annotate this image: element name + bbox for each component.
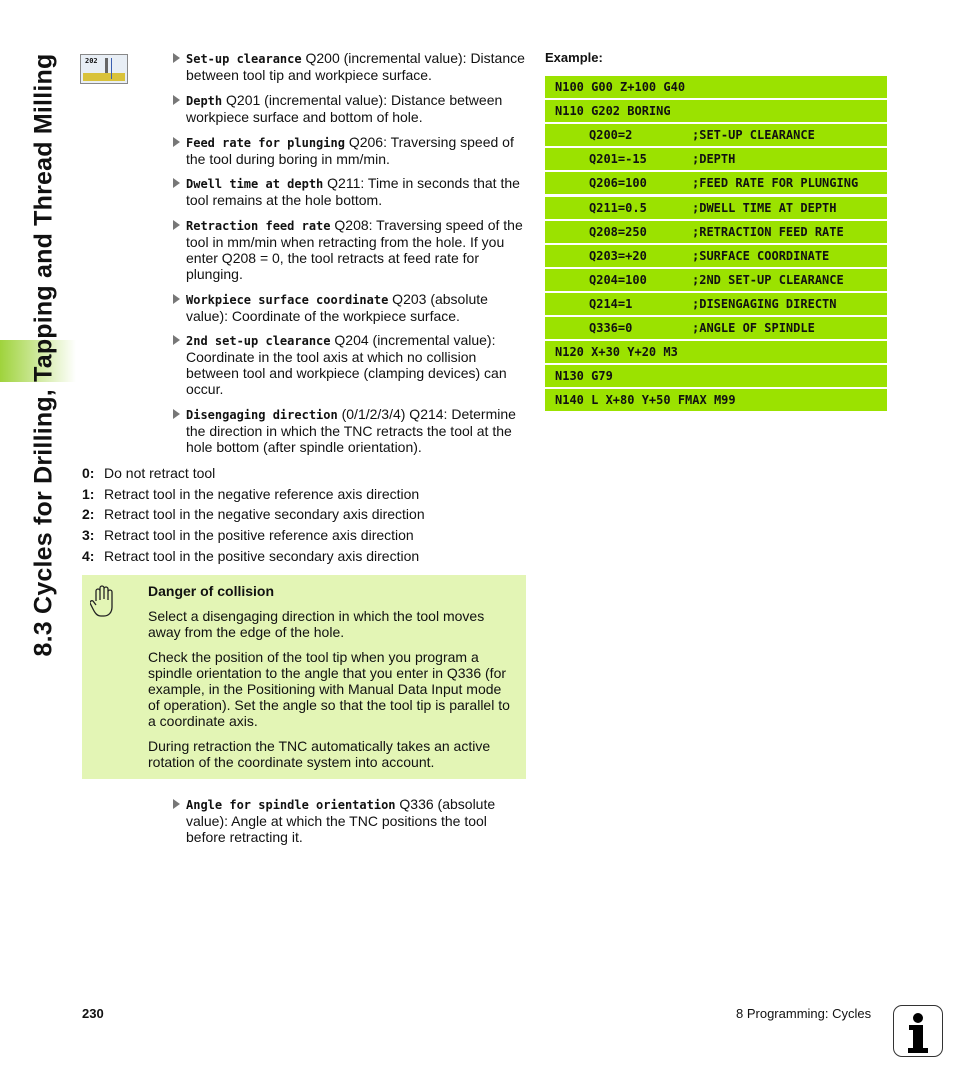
nc-code-line: [545, 221, 887, 243]
warning-paragraph: Check the position of the tool tip when you program a spindle orientation to the angle that you enter in Q336 (for example, in the Positioning with Manual Data Input mode of operation). Set the angle so that the tool tip is parallel to a coordinate axis.: [148, 649, 510, 729]
option-number: 3:: [82, 527, 95, 543]
param-description: Q211: Time in seconds that the tool remains at the hole bottom.: [186, 175, 520, 208]
nc-code-line: [545, 389, 887, 411]
option-number: 0:: [82, 465, 95, 481]
param-spindle-angle: [173, 796, 525, 845]
example-heading: Example:: [545, 50, 603, 65]
nc-code-text: N140 L X+80 Y+50 FMAX M99: [555, 393, 736, 408]
bullet-triangle-icon: [173, 53, 180, 63]
warning-paragraph: During retraction the TNC automatically takes an active rotation of the coordinate system into account.: [148, 738, 491, 770]
param-retraction-feed-rate: [173, 217, 525, 282]
nc-code-text: Q336=0: [589, 321, 633, 335]
option-text: Do not retract tool: [104, 465, 216, 481]
bullet-triangle-icon: [173, 137, 180, 147]
param-description: (0/1/2/3/4) Q214: Determine the direction in which the TNC retracts the tool at the hole bottom (after spindle orientation).: [186, 406, 516, 455]
param-keyword: Set-up clearance: [186, 52, 302, 66]
param-feed-rate-plunging: [173, 134, 525, 167]
hand-warning-icon: [90, 585, 116, 619]
param-2nd-setup-clearance: [173, 332, 525, 397]
nc-code-line: [545, 341, 887, 363]
bullet-triangle-icon: [173, 335, 180, 345]
bullet-triangle-icon: [173, 409, 180, 419]
option-number: 4:: [82, 548, 95, 564]
option-item: [82, 506, 425, 522]
param-keyword: Disengaging direction: [186, 408, 338, 422]
nc-code-line: [545, 148, 887, 170]
collision-warning-box: [82, 575, 526, 779]
option-item: [82, 548, 419, 564]
nc-code-text: N120 X+30 Y+20 M3: [555, 345, 678, 360]
option-item: [82, 486, 419, 502]
option-item: [82, 527, 414, 543]
warning-paragraph: Select a disengaging direction in which the tool moves away from the edge of the hole.: [148, 608, 485, 640]
param-description: Q204 (incremental value): Coordinate in the tool axis at which no collision between tool and workpiece (clamping devices) can occur.: [186, 332, 507, 397]
bullet-triangle-icon: [173, 294, 180, 304]
param-description: Q336 (absolute value): Angle at which the TNC positions the tool before retracting it.: [186, 796, 496, 845]
param-keyword: Dwell time at depth: [186, 177, 324, 191]
option-text: Retract tool in the positive reference axis direction: [104, 527, 414, 543]
param-keyword: Angle for spindle orientation: [186, 798, 396, 812]
nc-code-line: [545, 197, 887, 219]
nc-code-line: [545, 269, 887, 291]
nc-code-line: [545, 293, 887, 315]
param-setup-clearance: [173, 50, 525, 83]
param-description: Q200 (incremental value): Distance between tool tip and workpiece surface.: [186, 50, 525, 83]
nc-code-text: Q200=2: [589, 128, 633, 143]
section-title: 8.3 Cycles for Drilling, Tapping and Thread Milling: [29, 53, 58, 657]
nc-code-text: Q211=0.5: [589, 200, 647, 215]
nc-code-comment: ;SET-UP CLEARANCE: [692, 128, 815, 143]
bullet-triangle-icon: [173, 95, 180, 105]
nc-code-line: [545, 76, 887, 98]
param-description: Q208: Traversing speed of the tool in mm/min when retracting from the hole. If you enter Q208 = 0, the tool retracts at feed rate for plunging.: [186, 217, 523, 282]
nc-code-line: [545, 124, 887, 146]
nc-code-comment: ;2ND SET-UP CLEARANCE: [692, 272, 844, 287]
option-text: Retract tool in the negative reference axis direction: [104, 486, 420, 502]
nc-code-line: [545, 365, 887, 387]
nc-code-text: N100 G00 Z+100 G40: [555, 80, 686, 94]
nc-code-comment: ;DEPTH: [692, 152, 736, 167]
param-description: Q206: Traversing speed of the tool during boring in mm/min.: [186, 134, 514, 167]
nc-code-text: Q208=250: [589, 224, 647, 239]
param-keyword: Feed rate for plunging: [186, 136, 345, 150]
nc-code-comment: ;ANGLE OF SPINDLE: [692, 321, 815, 335]
bullet-triangle-icon: [173, 220, 180, 230]
param-keyword: Retraction feed rate: [186, 219, 331, 233]
option-number: 1:: [82, 486, 95, 502]
param-keyword: 2nd set-up clearance: [186, 334, 331, 348]
bullet-triangle-icon: [173, 799, 180, 809]
nc-code-line: [545, 100, 887, 122]
nc-code-line: [545, 245, 887, 267]
param-keyword: Depth: [186, 94, 223, 108]
bullet-triangle-icon: [173, 178, 180, 188]
warning-title: Danger of collision: [148, 583, 275, 599]
nc-code-comment: ;SURFACE COORDINATE: [692, 248, 830, 263]
param-disengaging-direction: [173, 406, 525, 455]
param-description: Q201 (incremental value): Distance between workpiece surface and bottom of hole.: [186, 92, 503, 125]
page-number: 230: [82, 1006, 104, 1021]
nc-code-text: N130 G79: [555, 369, 613, 384]
option-item: [82, 465, 215, 481]
nc-code-line: [545, 317, 887, 339]
cycle-202-softkey-icon: [80, 54, 128, 84]
option-text: Retract tool in the negative secondary axis direction: [104, 506, 425, 522]
nc-code-comment: ;DWELL TIME AT DEPTH: [692, 200, 837, 215]
nc-code-text: Q201=-15: [589, 152, 647, 167]
chapter-label: 8 Programming: Cycles: [736, 1006, 872, 1021]
softkey-number: 202: [85, 57, 98, 65]
option-text: Retract tool in the positive secondary axis direction: [104, 548, 420, 564]
param-dwell-time: [173, 175, 525, 208]
nc-code-text: N110 G202 BORING: [555, 104, 671, 119]
nc-code-line: [545, 172, 887, 194]
option-number: 2:: [82, 506, 95, 522]
nc-code-comment: ;DISENGAGING DIRECTN: [692, 296, 837, 311]
nc-code-comment: ;FEED RATE FOR PLUNGING: [692, 176, 859, 191]
param-workpiece-surface: [173, 291, 525, 324]
param-depth: [173, 92, 525, 125]
param-description: Q203 (absolute value): Coordinate of the workpiece surface.: [186, 291, 488, 324]
nc-code-text: Q206=100: [589, 176, 647, 191]
nc-code-text: Q204=100: [589, 272, 647, 287]
info-icon: [893, 1005, 943, 1057]
nc-code-text: Q203=+20: [589, 248, 647, 263]
nc-code-comment: ;RETRACTION FEED RATE: [692, 224, 844, 239]
nc-code-text: Q214=1: [589, 296, 633, 311]
param-keyword: Workpiece surface coordinate: [186, 293, 389, 307]
